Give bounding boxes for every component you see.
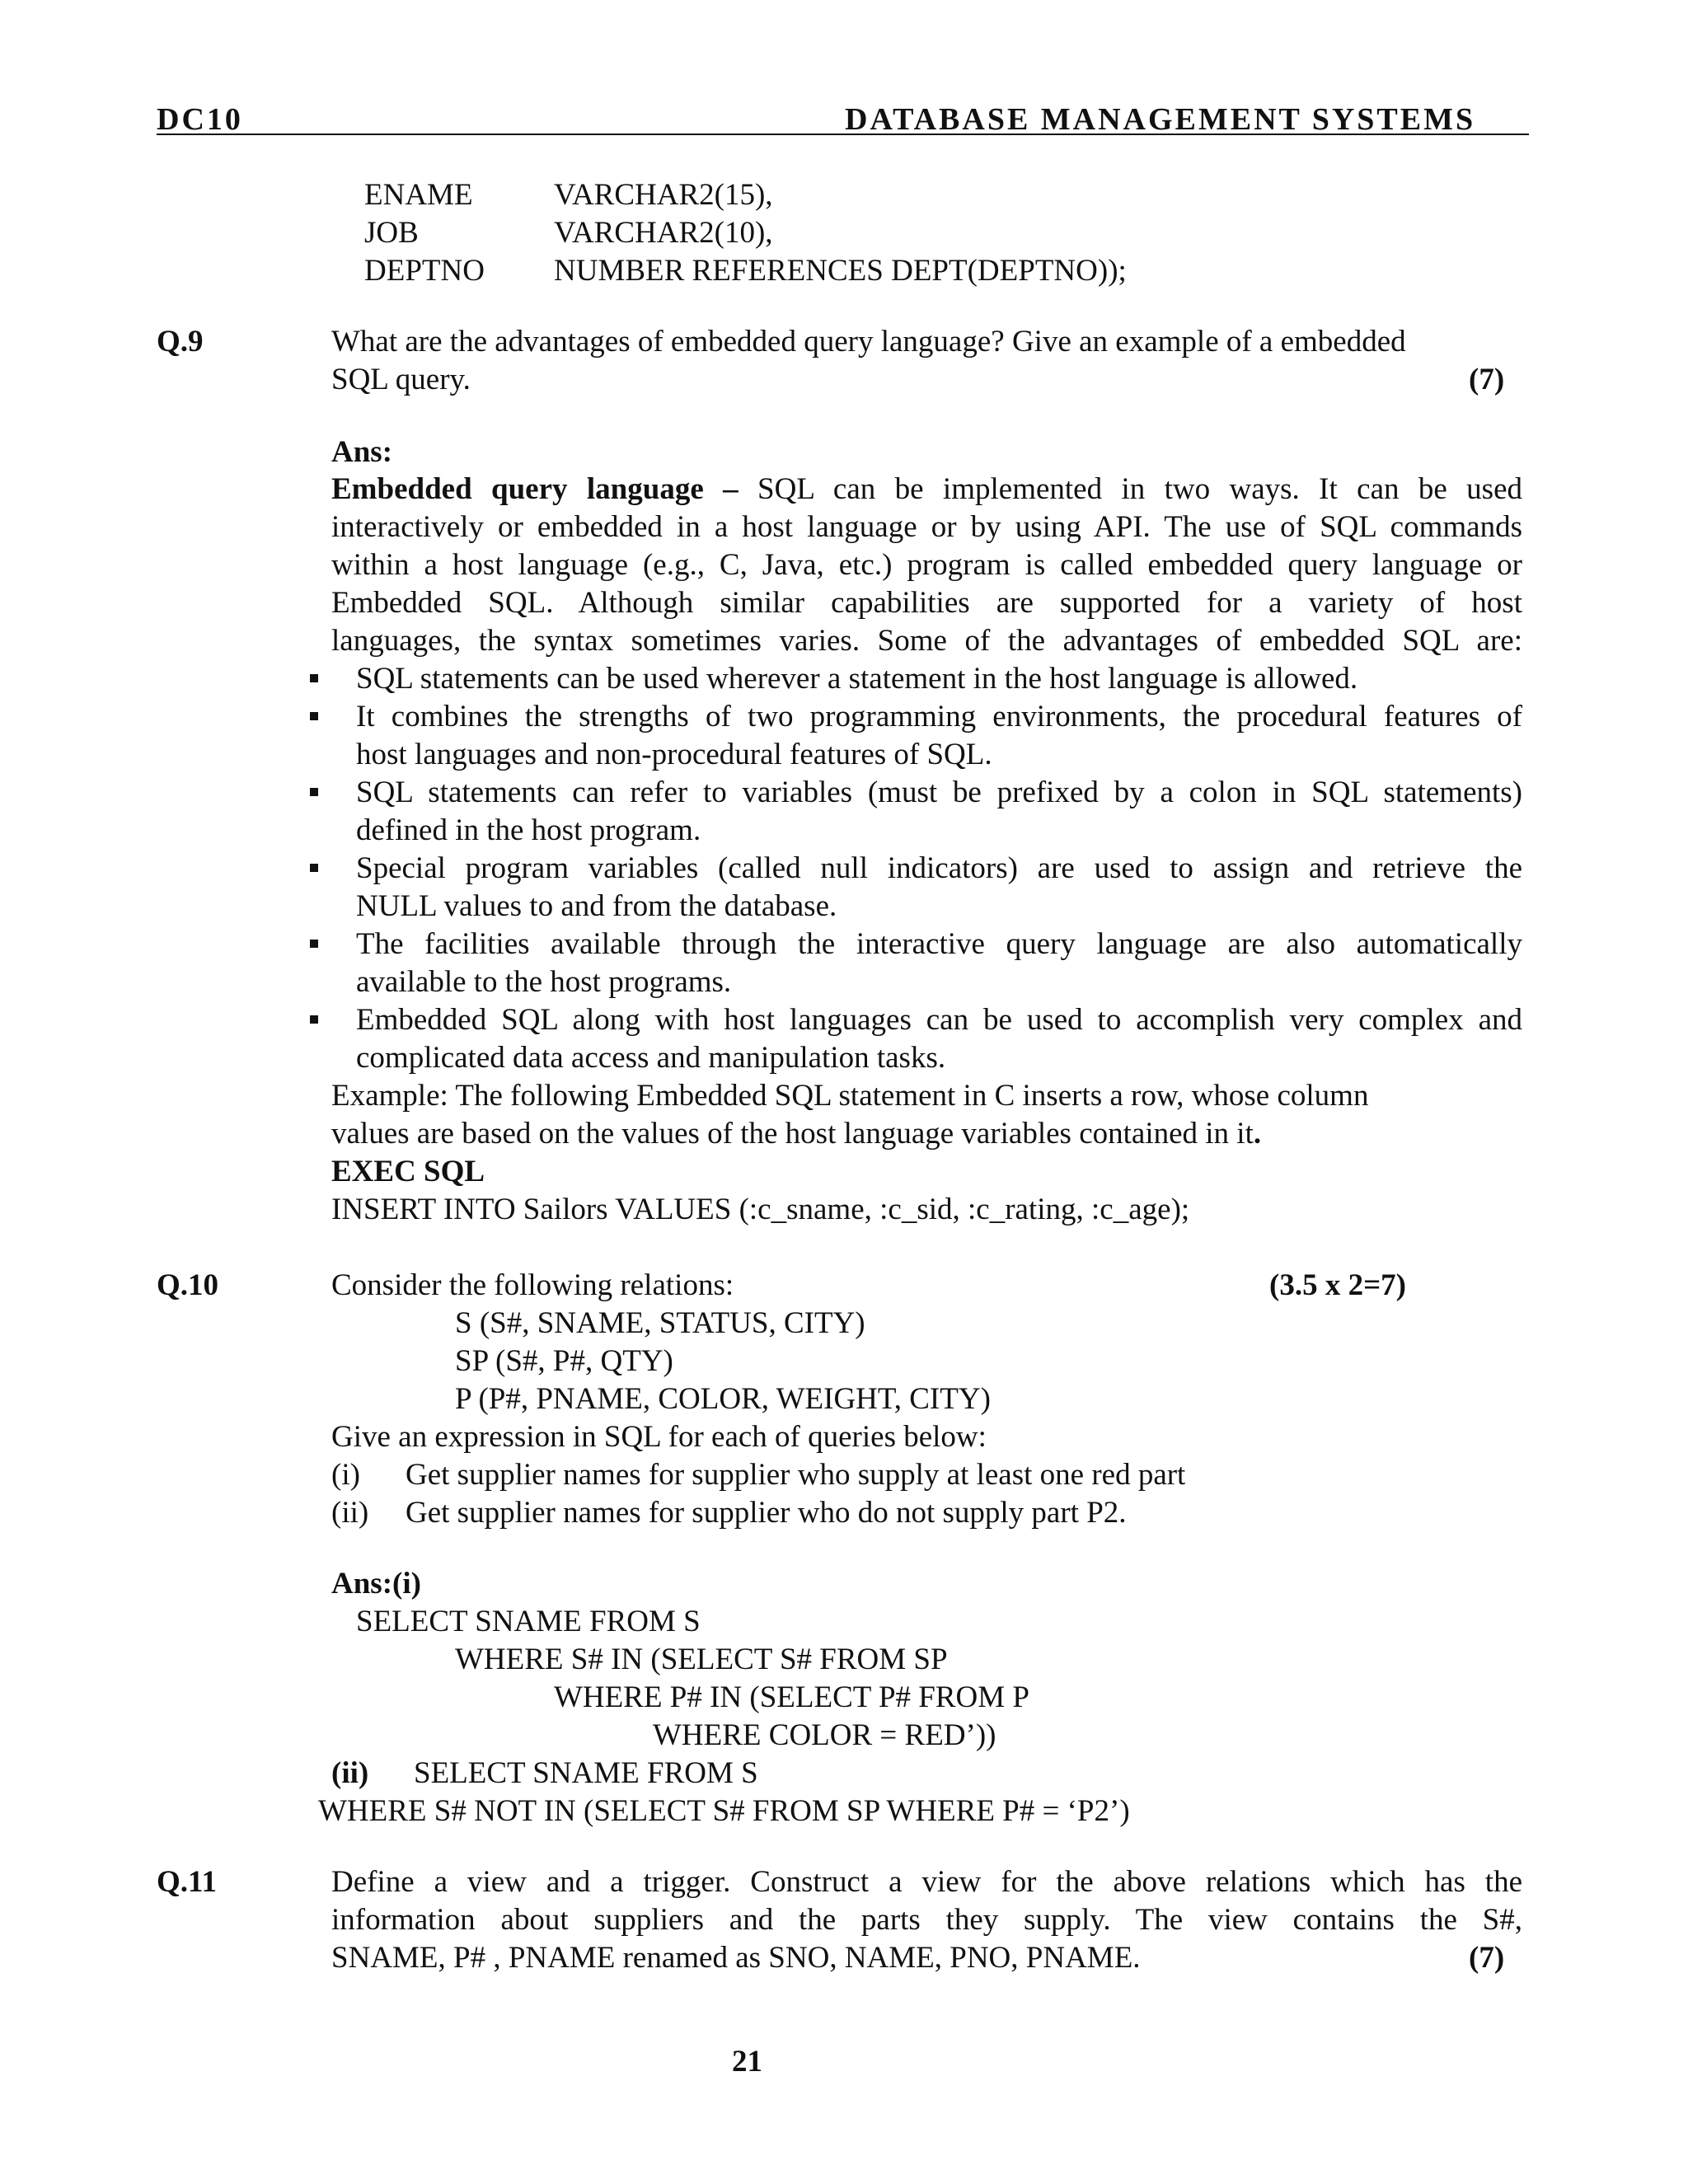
answer-label: Ans:(i) [331, 1567, 421, 1601]
question-number: Q.11 [157, 1865, 217, 1899]
page-number: 21 [732, 2045, 762, 2079]
sql-line: WHERE COLOR = RED’)) [653, 1718, 996, 1752]
bullet-text: Special program variables (called null indicators) are used to assign and retrieve the [356, 851, 1522, 885]
table-col-name: ENAME [364, 178, 473, 212]
item-text: Get supplier names for supplier who do not supply part P2. [406, 1496, 1127, 1530]
item-label: (ii) [331, 1496, 369, 1530]
answer-label: Ans: [331, 435, 393, 469]
insert-statement: INSERT INTO Sailors VALUES (:c_sname, :c_sid, :c_rating, :c_age); [331, 1193, 1190, 1226]
bullet-icon [310, 712, 318, 720]
answer-paragraph-line: Embedded SQL. Although similar capabilities are supported for a variety of host [331, 586, 1522, 620]
question-number: Q.9 [157, 325, 204, 359]
exec-sql: EXEC SQL [331, 1155, 485, 1188]
definition-term: Embedded query language – [331, 472, 738, 506]
bullet-text: host languages and non-procedural features of SQL. [356, 738, 992, 771]
relation: S (S#, SNAME, STATUS, CITY) [455, 1306, 865, 1340]
bullet-icon [310, 864, 318, 872]
bullet-text: available to the host programs. [356, 965, 732, 999]
item-label: (i) [331, 1458, 360, 1492]
answer-paragraph-line: interactively or embedded in a host language or by using API. The use of SQL commands [331, 510, 1522, 544]
example-text [331, 1118, 1261, 1149]
table-col-name: DEPTNO [364, 254, 485, 288]
item-text: Get supplier names for supplier who supply at least one red part [406, 1458, 1186, 1492]
marks: (7) [1469, 1941, 1505, 1975]
bullet-text: It combines the strengths of two programming environments, the procedural features of [356, 700, 1522, 733]
marks: (3.5 x 2=7) [1269, 1268, 1406, 1302]
bullet-text: Embedded SQL along with host languages can be used to accomplish very complex and [356, 1003, 1522, 1037]
relation: P (P#, PNAME, COLOR, WEIGHT, CITY) [455, 1382, 991, 1416]
question-text: Give an expression in SQL for each of queries below: [331, 1420, 987, 1454]
bullet-text: SQL statements can be used wherever a statement in the host language is allowed. [356, 662, 1358, 696]
sql-line: WHERE P# IN (SELECT P# FROM P [554, 1680, 1029, 1714]
sql-line: SELECT SNAME FROM S [356, 1605, 701, 1638]
bullet-text: NULL values to and from the database. [356, 889, 837, 923]
bullet-text: defined in the host program. [356, 813, 701, 847]
question-number: Q.10 [157, 1268, 219, 1302]
marks: (7) [1469, 363, 1505, 396]
bullet-icon [310, 1015, 318, 1024]
table-col-type: VARCHAR2(10), [554, 216, 773, 250]
header-rule [157, 134, 1529, 135]
question-text: Define a view and a trigger. Construct a view for the above relations which has the [331, 1865, 1522, 1899]
relation: SP (S#, P#, QTY) [455, 1344, 673, 1378]
header-code: DC10 [157, 102, 243, 137]
bullet-icon [310, 788, 318, 796]
example-text: Example: The following Embedded SQL statement in C inserts a row, whose column [331, 1079, 1369, 1113]
answer-paragraph-line [331, 474, 1522, 504]
question-text: SQL query. [331, 363, 471, 396]
question-text: SNAME, P# , PNAME renamed as SNO, NAME, PNO, PNAME. [331, 1941, 1141, 1975]
table-col-name: JOB [364, 216, 419, 250]
table-col-type: NUMBER REFERENCES DEPT(DEPTNO)); [554, 254, 1127, 288]
bullet-text: complicated data access and manipulation tasks. [356, 1041, 946, 1075]
question-text: Consider the following relations: [331, 1268, 734, 1302]
question-text: What are the advantages of embedded query language? Give an example of a embedded [331, 325, 1406, 359]
example-period: . [1253, 1117, 1262, 1151]
example-text-body: values are based on the values of the host language variables contained in it [331, 1117, 1254, 1151]
bullet-icon [310, 940, 318, 948]
sql-line: SELECT SNAME FROM S [414, 1756, 758, 1790]
answer-text: SQL can be implemented in two ways. It can be used [757, 472, 1522, 506]
answer-paragraph-line: languages, the syntax sometimes varies. Some of the advantages of embedded SQL are: [331, 624, 1522, 658]
bullet-icon [310, 674, 318, 682]
sql-line: WHERE S# IN (SELECT S# FROM SP [455, 1643, 948, 1676]
question-text: information about suppliers and the parts they supply. The view contains the S#, [331, 1903, 1522, 1937]
bullet-text: SQL statements can refer to variables (must be prefixed by a colon in SQL statements) [356, 776, 1522, 809]
sql-line: WHERE S# NOT IN (SELECT S# FROM SP WHERE P# = ‘P2’) [318, 1794, 1130, 1828]
table-col-type: VARCHAR2(15), [554, 178, 773, 212]
bullet-text: The facilities available through the interactive query language are also automatically [356, 927, 1522, 961]
item-label: (ii) [331, 1756, 369, 1790]
header-title: DATABASE MANAGEMENT SYSTEMS [845, 102, 1476, 137]
answer-paragraph-line: within a host language (e.g., C, Java, etc.) program is called embedded query language or [331, 548, 1522, 582]
